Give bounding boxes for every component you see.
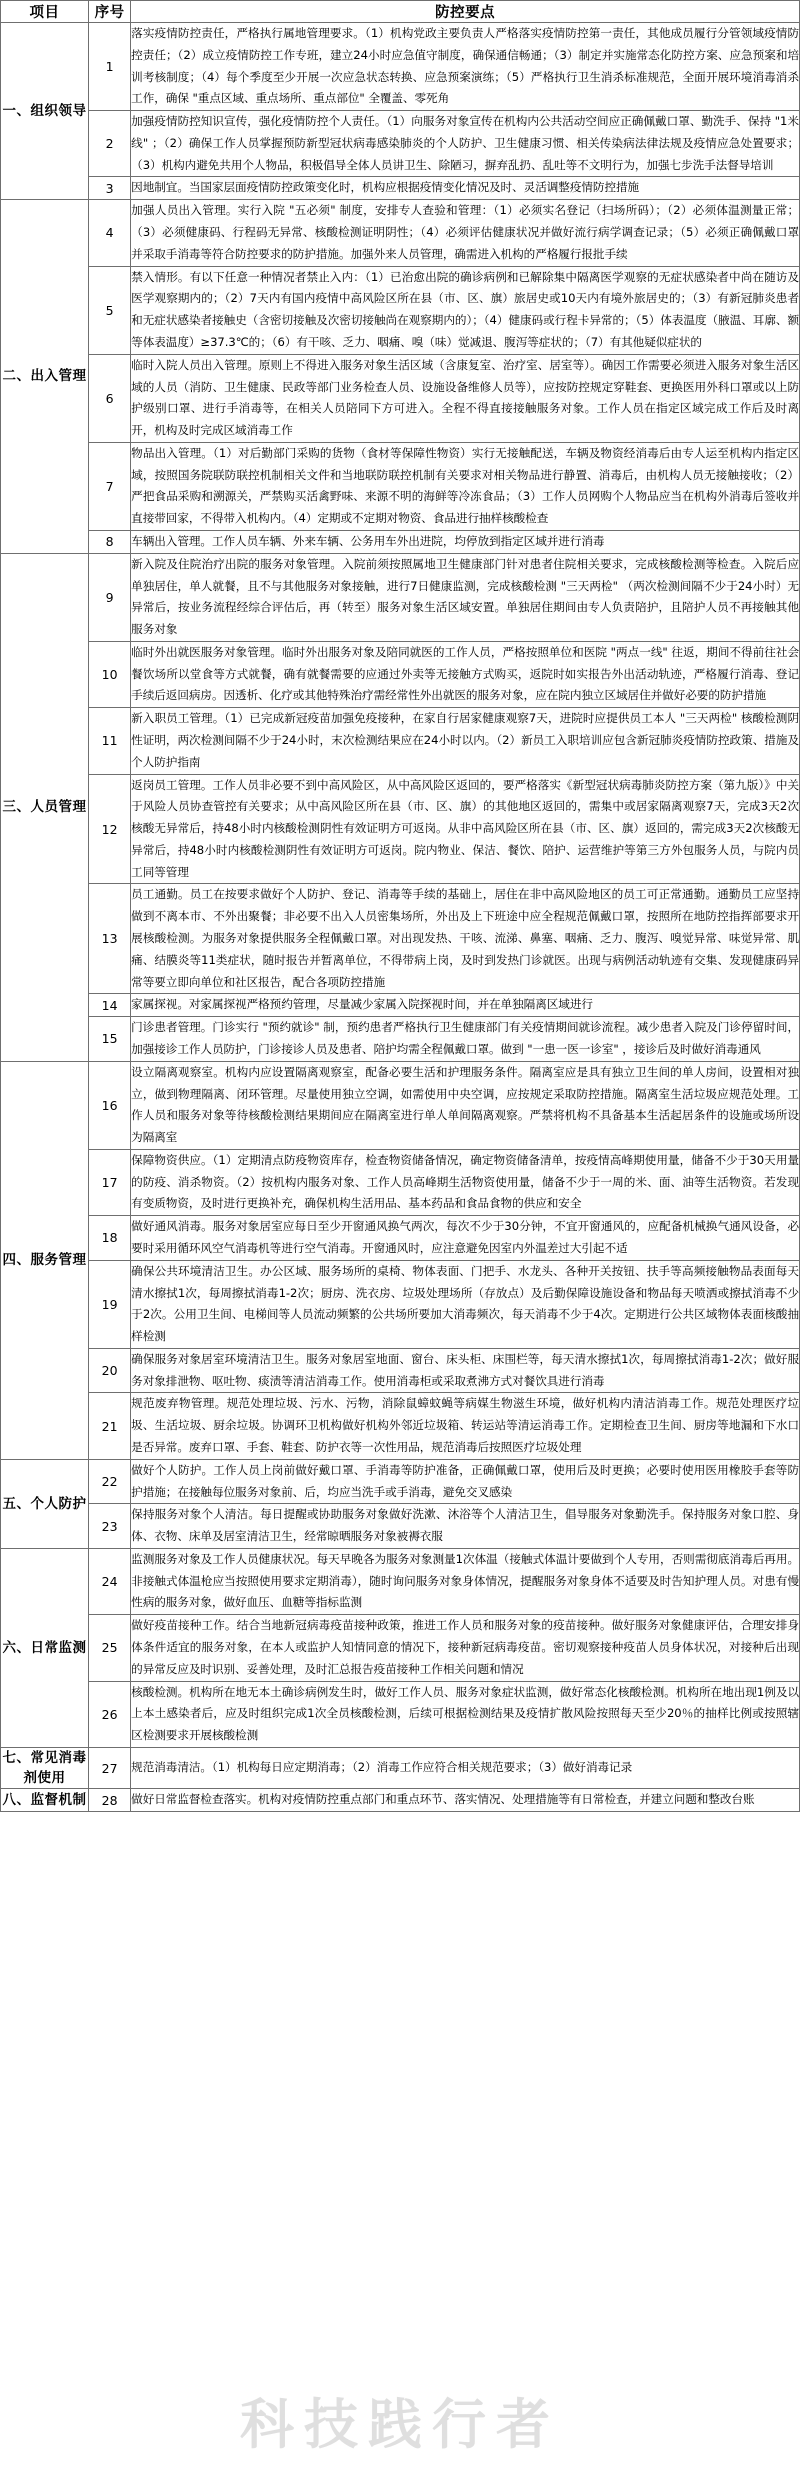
prevention-point-cell: 保障物资供应。（1）定期清点防疫物资库存，检查物资储备情况，确定物资储备清单，按疫情高峰期使用量，储备不少于30天用量的防疫、消杀物资。（2）按机构内服务对象、工作人员高峰期生活物资使用量，储备不少于一周的米、面、油等生活物资。若发现有变质物资，及时进行更换补充，确保机构生活用品、基本药品和食品食物的供应和安全 [131, 1149, 800, 1215]
table-row [1, 1548, 800, 1614]
prevention-point-cell: 确保服务对象居室环境清洁卫生。服务对象居室地面、窗台、床头柜、床围栏等，每天清水擦拭1次，每周擦拭消毒1-2次；做好服务对象排泄物、呕吐物、痰渍等清洁消毒工作。使用消毒柜或采取煮沸方式对餐饮具进行消毒 [131, 1348, 800, 1393]
prevention-point-cell: 禁入情形。有以下任意一种情况者禁止入内：（1）已治愈出院的确诊病例和已解除集中隔离医学观察的无症状感染者中尚在随访及医学观察期内的；（2）7天内有国内疫情中高风险区所在县（市、区、旗）旅居史或10天内有境外旅居史的；（3）有新冠肺炎患者和无症状感染者接触史（含密切接触及次密切接触尚在观察期内的）；（4）健康码或行程卡异常的；（5）体表温度（腋温、耳廓、额等体表温度）≥37.3℃的；（6）有干咳、乏力、咽痛、嗅（味）觉减退、腹泻等症状的；（7）有其他疑似症状的 [131, 266, 800, 354]
prevention-point-cell: 确保公共环境清洁卫生。办公区域、服务场所的桌椅、物体表面、门把手、水龙头、各种开关按钮、扶手等高频接触物品表面每天清水擦拭1次，每周擦拭消毒1-2次；厨房、洗衣房、垃圾处理场所（存放点）及后勤保障设施设备和物品每天喷洒或擦拭消毒不少于2次。公用卫生间、电梯间等人员流动频繁的公共场所要加大消毒频次，每天消毒不少于4次。定期进行公共区域物体表面核酸抽样检测 [131, 1260, 800, 1348]
prevention-point-cell: 新入职员工管理。（1）已完成新冠疫苗加强免疫接种，在家自行居家健康观察7天，进院时应提供员工本人 "三天两检" 核酸检测阴性证明，两次检测间隔不少于24小时，末次检测结果应在24小时以内。（2）新员工入职培训应包含新冠肺炎疫情防控政策、措施及个人防护指南 [131, 708, 800, 774]
table-row [1, 1789, 800, 1812]
sequence-cell: 15 [89, 1017, 131, 1062]
column-header-project: 项目 [1, 1, 89, 23]
sequence-cell: 9 [89, 553, 131, 641]
sequence-cell: 19 [89, 1260, 131, 1348]
sequence-cell: 6 [89, 354, 131, 442]
table-row [1, 994, 800, 1017]
table-row [1, 1348, 800, 1393]
table-header [1, 1, 800, 23]
prevention-point-cell: 做好疫苗接种工作。结合当地新冠病毒疫苗接种政策，推进工作人员和服务对象的疫苗接种。做好服务对象健康评估，合理安排身体条件适宜的服务对象，在本人或监护人知情同意的情况下，接种新冠病毒疫苗。密切观察接种疫苗人员身体状况，对接种后出现的异常反应及时识别、妥善处理，及时汇总报告疫苗接种工作相关问题和情况 [131, 1615, 800, 1681]
prevention-point-cell: 做好日常监督检查落实。机构对疫情防控重点部门和重点环节、落实情况、处理措施等有日常检查，并建立问题和整改台账 [131, 1789, 800, 1812]
prevention-point-cell: 做好个人防护。工作人员上岗前做好戴口罩、手消毒等防护准备，正确佩戴口罩，使用后及时更换；必要时使用医用橡胶手套等防护措施；在接触每位服务对象前、后，均应当洗手或手消毒，避免交叉感染 [131, 1459, 800, 1504]
prevention-point-cell: 规范废弃物管理。规范处理垃圾、污水、污物，消除鼠蟑蚊蝇等病媒生物滋生环境，做好机构内清洁消毒工作。规范处理医疗垃圾、生活垃圾、厨余垃圾。协调环卫机构做好机构外邻近垃圾箱、转运站等清运消毒工作。定期检查卫生间、厨房等地漏和下水口是否异常。废弃口罩、手套、鞋套、防护衣等一次性用品，规范消毒后按照医疗垃圾处理 [131, 1393, 800, 1459]
table-row [1, 266, 800, 354]
sequence-cell: 17 [89, 1149, 131, 1215]
table-row [1, 1504, 800, 1549]
prevention-point-cell: 家属探视。对家属探视严格预约管理，尽量减少家属入院探视时间，并在单独隔离区域进行 [131, 994, 800, 1017]
sequence-cell: 28 [89, 1789, 131, 1812]
project-cell: 一、组织领导 [1, 23, 89, 200]
project-cell: 三、人员管理 [1, 553, 89, 1061]
sequence-cell: 24 [89, 1548, 131, 1614]
sequence-cell: 18 [89, 1216, 131, 1261]
table-row [1, 177, 800, 200]
project-cell: 四、服务管理 [1, 1061, 89, 1459]
table-row [1, 1216, 800, 1261]
watermark-text: 科技践行者 [240, 2393, 560, 2456]
sequence-cell: 20 [89, 1348, 131, 1393]
sequence-cell: 10 [89, 641, 131, 707]
sequence-cell: 23 [89, 1504, 131, 1549]
table-row [1, 111, 800, 177]
prevention-point-cell: 落实疫情防控责任，严格执行属地管理要求。（1）机构党政主要负责人严格落实疫情防控第一责任，其他成员履行分管领域疫情防控责任；（2）成立疫情防控工作专班，建立24小时应急值守制度，确保通信畅通；（3）制定并实施常态化防控方案、应急预案和培训考核制度；（4）每个季度至少开展一次应急状态转换、应急预案演练；（5）严格执行卫生消杀标准规范，全面开展环境消毒消杀工作，确保 "重点区域、重点场所、重点部位" 全覆盖、零死角 [131, 23, 800, 111]
sequence-cell: 12 [89, 774, 131, 884]
table-row [1, 1459, 800, 1504]
sequence-cell: 14 [89, 994, 131, 1017]
project-cell: 六、日常监测 [1, 1548, 89, 1747]
column-header-points: 防控要点 [131, 1, 800, 23]
prevention-point-cell: 设立隔离观察室。机构内应设置隔离观察室，配备必要生活和护理服务条件。隔离室应是具有独立卫生间的单人房间，设置相对独立，做到物理隔离、闭环管理。尽量使用独立空调，如需使用中央空调，应按规定采取防控措施。隔离室生活垃圾应规范处理。工作人员和服务对象等待核酸检测结果期间应在隔离室进行单人单间隔离观察。严禁将机构不具备基本生活起居条件的设施或场所设为隔离室 [131, 1061, 800, 1149]
table-row [1, 884, 800, 994]
table-row [1, 1017, 800, 1062]
prevention-point-cell: 保持服务对象个人清洁。每日提醒或协助服务对象做好洗漱、沐浴等个人清洁卫生，倡导服务对象勤洗手。保持服务对象口腔、身体、衣物、床单及居室清洁卫生，经常晾晒服务对象被褥衣服 [131, 1504, 800, 1549]
table-row [1, 774, 800, 884]
project-cell: 五、个人防护 [1, 1459, 89, 1548]
prevention-point-cell: 做好通风消毒。服务对象居室应每日至少开窗通风换气两次，每次不少于30分钟，不宜开窗通风的，应配备机械换气通风设备，必要时采用循环风空气消毒机等进行空气消毒。开窗通风时，应注意避免因室内外温差过大引起不适 [131, 1216, 800, 1261]
sequence-cell: 13 [89, 884, 131, 994]
prevention-point-cell: 员工通勤。员工在按要求做好个人防护、登记、消毒等手续的基础上，居住在非中高风险地区的员工可正常通勤。通勤员工应坚持做到不离本市、不外出聚餐；非必要不出入人员密集场所，外出及上下班途中应全程规范佩戴口罩，按照所在地防控指挥部要求开展核酸检测。为服务对象提供服务全程佩戴口罩。对出现发热、干咳、流涕、鼻塞、咽痛、乏力、腹泻、嗅觉异常、味觉异常、肌痛、结膜炎等11类症状，随时报告并暂离单位，不得带病上岗，及时到发热门诊就医。出现与病例活动轨迹有交集、发现健康码异常等要立即向单位和社区报告，配合各项防控措施 [131, 884, 800, 994]
table-row [1, 200, 800, 266]
table-row [1, 641, 800, 707]
sequence-cell: 1 [89, 23, 131, 111]
table-row [1, 1061, 800, 1149]
table-row [1, 442, 800, 530]
sequence-cell: 27 [89, 1747, 131, 1789]
prevention-point-cell: 加强疫情防控知识宣传，强化疫情防控个人责任。（1）向服务对象宣传在机构内公共活动空间应正确佩戴口罩、勤洗手、保持 "1米线" ；（2）确保工作人员掌握预防新型冠状病毒感染肺炎的个人防护、卫生健康习惯、相关传染病法律法规及疫情应急处置要求；（3）机构内避免共用个人物品，积极倡导全体人员讲卫生、除陋习，摒弃乱扔、乱吐等不文明行为，加强七步洗手法督导培训 [131, 111, 800, 177]
table-row [1, 553, 800, 641]
table-row [1, 530, 800, 553]
sequence-cell: 11 [89, 708, 131, 774]
header-row [1, 1, 800, 23]
table-body [1, 23, 800, 1812]
table-row [1, 23, 800, 111]
prevention-point-cell: 新入院及住院治疗出院的服务对象管理。入院前须按照属地卫生健康部门针对患者住院相关要求，完成核酸检测等检查。入院后应单独居住，单人就餐，且不与其他服务对象接触，进行7日健康监测，完成核酸检测 "三天两检" （两次检测间隔不少于24小时）无异常后，按业务流程经综合评估后，再（转至）服务对象生活区域安置。单独居住期间由专人负责陪护，且陪护人员不再接触其他服务对象 [131, 553, 800, 641]
sequence-cell: 7 [89, 442, 131, 530]
prevention-point-cell: 物品出入管理。（1）对后勤部门采购的货物（食材等保障性物资）实行无接触配送，车辆及物资经消毒后由专人运至机构内指定区域，按照国务院联防联控机制相关文件和当地联防联控机制有关要求对相关物品进行静置、消毒后，由机构人员无接触接收；（2）严把食品采购和溯源关，严禁购买活禽野味、来源不明的海鲜等冷冻食品；（3）工作人员网购个人物品应当在机构外消毒后签收并直接带回家，不得带入机构内。（4）定期或不定期对物资、食品进行抽样核酸检查 [131, 442, 800, 530]
table-row [1, 1681, 800, 1747]
sequence-cell: 21 [89, 1393, 131, 1459]
project-cell: 七、常见消毒剂使用 [1, 1747, 89, 1789]
column-header-seq: 序号 [89, 1, 131, 23]
prevention-point-cell: 返岗员工管理。工作人员非必要不到中高风险区，从中高风险区返回的，要严格落实《新型冠状病毒肺炎防控方案（第九版）》中关于风险人员协查管控有关要求；从中高风险区所在县（市、区、旗）的其他地区返回的，需集中或居家隔离观察7天，完成3天2次核酸无异常后，持48小时内核酸检测阴性有效证明方可返岗。从非中高风险区所在县（市、区、旗）返回的，需完成3天2次核酸无异常后，持48小时内核酸检测阴性有效证明方可返岗。院内物业、保洁、餐饮、陪护、运营维护等第三方外包服务人员，与院内员工同等管理 [131, 774, 800, 884]
table-row [1, 1260, 800, 1348]
table-row [1, 1393, 800, 1459]
sequence-cell: 22 [89, 1459, 131, 1504]
sequence-cell: 2 [89, 111, 131, 177]
prevention-point-cell: 规范消毒清洁。（1）机构每日应定期消毒；（2）消毒工作应符合相关规范要求；（3）做好消毒记录 [131, 1747, 800, 1789]
table-row [1, 1149, 800, 1215]
sequence-cell: 8 [89, 530, 131, 553]
sequence-cell: 26 [89, 1681, 131, 1747]
prevention-point-cell: 临时外出就医服务对象管理。临时外出服务对象及陪同就医的工作人员，严格按照单位和医院 "两点一线" 往返，期间不得前往社会餐饮场所以堂食等方式就餐，确有就餐需要的应通过外卖等无接触方式购买，返院时如实报告外出活动轨迹，严格履行消毒、登记手续后返回病房。因透析、化疗或其他特殊治疗需经常性外出就医的服务对象，应在院内独立区域居住并做好必要的防护措施 [131, 641, 800, 707]
prevention-point-cell: 车辆出入管理。工作人员车辆、外来车辆、公务用车外出进院，均停放到指定区域并进行消毒 [131, 530, 800, 553]
prevention-point-cell: 加强人员出入管理。实行入院 "五必须" 制度，安排专人查验和管理：（1）必须实名登记（扫场所码）；（2）必须体温测量正常；（3）必须健康码、行程码无异常、核酸检测证明阴性；（4）必须评估健康状况并做好流行病学调查记录；（5）必须正确佩戴口罩并采取手消毒等符合防控要求的防护措施。加强外来人员管理，确需进入机构的严格履行报批手续 [131, 200, 800, 266]
prevention-point-cell: 临时入院人员出入管理。原则上不得进入服务对象生活区域（含康复室、治疗室、居室等）。确因工作需要必须进入服务对象生活区域的人员（消防、卫生健康、民政等部门业务检查人员、设施设备维修人员等），应按防控规定穿鞋套、更换医用外科口罩或以上防护级别口罩、进行手消毒等，在相关人员陪同下方可进入。全程不得直接接触服务对象。工作人员在指定区域完成工作后及时离开，机构及时完成区域消毒工作 [131, 354, 800, 442]
project-cell: 八、监督机制 [1, 1789, 89, 1812]
sequence-cell: 25 [89, 1615, 131, 1681]
prevention-point-cell: 因地制宜。当国家层面疫情防控政策变化时，机构应根据疫情变化情况及时、灵活调整疫情防控措施 [131, 177, 800, 200]
sequence-cell: 3 [89, 177, 131, 200]
table-row [1, 1747, 800, 1789]
prevention-point-cell: 核酸检测。机构所在地无本土确诊病例发生时，做好工作人员、服务对象症状监测，做好常态化核酸检测。机构所在地出现1例及以上本土感染者后，应及时组织完成1次全员核酸检测，后续可根据检测结果及疫情扩散风险按照每天至少20％的抽样比例或按照辖区检测要求开展核酸检测 [131, 1681, 800, 1747]
project-cell: 二、出入管理 [1, 200, 89, 554]
prevention-point-cell: 监测服务对象及工作人员健康状况。每天早晚各为服务对象测量1次体温（接触式体温计要做到个人专用，否则需彻底消毒后再用。非接触式体温枪应当按照使用要求定期消毒），随时询问服务对象身体情况，提醒服务对象身体不适要及时告知护理人员。对患有慢性病的服务对象，做好血压、血糖等指标监测 [131, 1548, 800, 1614]
table-row [1, 1615, 800, 1681]
table-row [1, 708, 800, 774]
prevention-point-cell: 门诊患者管理。门诊实行 "预约就诊" 制，预约患者严格执行卫生健康部门有关疫情期间就诊流程。减少患者入院及门诊停留时间，加强接诊工作人员防护，门诊接诊人员及患者、陪护均需全程佩戴口罩。做到 "一患一医一诊室" ，接诊后及时做好消毒通风 [131, 1017, 800, 1062]
sequence-cell: 5 [89, 266, 131, 354]
sequence-cell: 4 [89, 200, 131, 266]
sequence-cell: 16 [89, 1061, 131, 1149]
table-row [1, 354, 800, 442]
